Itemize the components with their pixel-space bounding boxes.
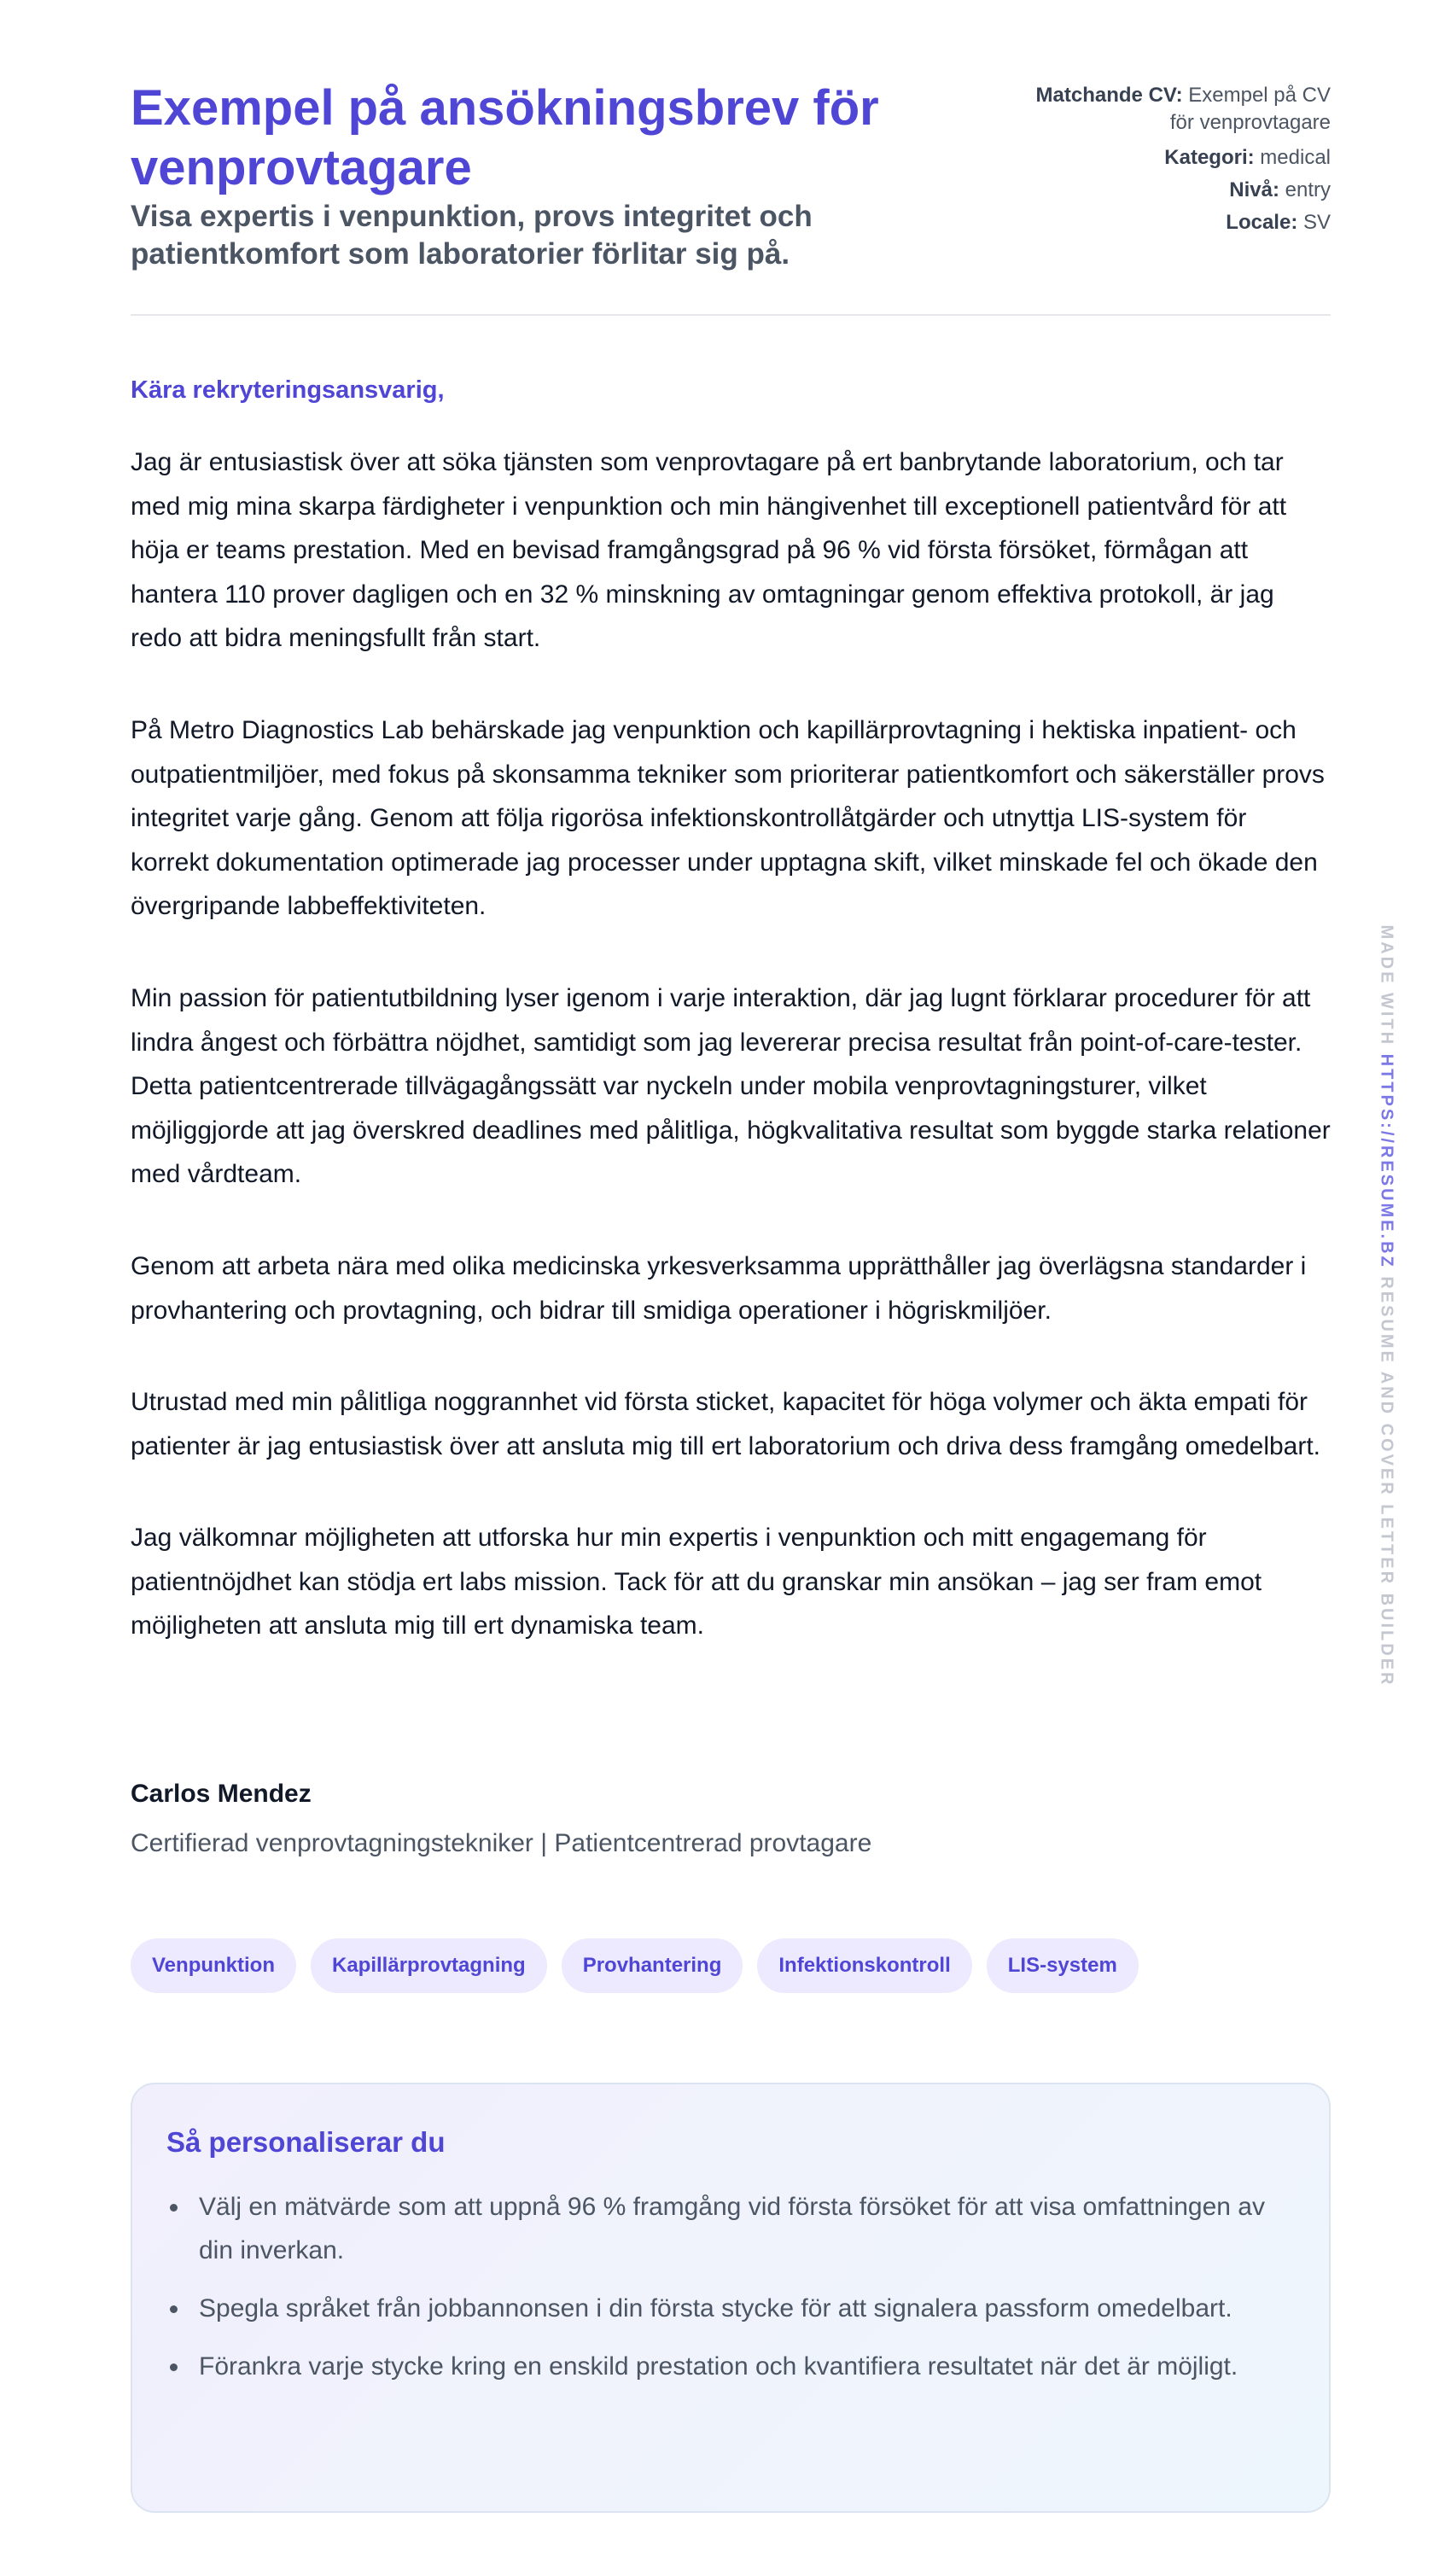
side-credit-link[interactable]: HTTPS://RESUME.BZ [1377,1053,1396,1269]
tips-list [166,2185,1295,2388]
meta-category-value: medical [1260,146,1331,169]
meta-category-label: Kategori: [1164,146,1255,169]
skill-tag: Provhantering [562,1938,743,1993]
page-header [131,0,1331,316]
page-subtitle: Visa expertis i venpunktion, provs integritet och patientkomfort som laboratorier förlitar sig på. [131,200,813,271]
letter-paragraph: Genom att arbeta nära med olika medicinska yrkesverksamma upprätthåller jag överlägsna standarder i provhantering och provtagning, och bidrar till smidiga operationer i högriskmiljöer. [131,1251,1307,1325]
meta-info [1006,82,1331,239]
tips-title: Så personaliserar du [166,2126,446,2158]
skill-tag: Infektionskontroll [757,1938,971,1993]
meta-matching-cv-link[interactable]: Exempel på CV för venprovtagare [1169,84,1331,134]
side-credit [1377,925,1396,1687]
side-credit-prefix: MADE WITH [1377,924,1396,1047]
personalization-tips-box [131,2083,1331,2513]
tip-item: Spegla språket från jobbannonsen i din första stycke för att signalera passform omedelbart. [199,2287,1295,2330]
meta-locale-value: SV [1302,211,1331,234]
skill-tag: Kapillärprovtagning [311,1938,547,1993]
meta-level [1006,174,1331,207]
meta-locale [1006,207,1331,239]
signature-block [131,1777,871,1861]
meta-locale-label: Locale: [1226,211,1298,234]
letter-greeting: Kära rekryteringsansvarig, [131,376,445,404]
skill-tag: Venpunktion [131,1938,296,1993]
tip-item: Förankra varje stycke kring en enskild prestation och kvantifiera resultatet när det är möjligt. [199,2345,1295,2388]
letter-paragraph: Utrustad med min pålitliga noggrannhet vid första sticket, kapacitet för höga volymer och äkta empati för patienter är jag entusiastisk över att ansluta mig till ert laboratorium och driva dess framgång omedelbart. [131,1388,1321,1460]
letter-paragraph: Min passion för patientutbildning lyser igenom i varje interaktion, där jag lugnt förklarar procedurer för att lindra ångest och förbättra nöjdhet, samtidigt som jag levererar precisa resultat från point-of-care-tester. Detta patientcentrerade tillvägagångssätt var nyckeln under mobila venprovtagningsturer, vilket möjliggjorde att jag överskred deadlines med pålitliga, högkvalitativa resultat som byggde starka relationer med vårdteam. [131,983,1331,1189]
page-title: Exempel på ansökningsbrev för venprovtagare [131,80,879,195]
meta-level-value: entry [1285,178,1331,201]
letter-body [131,440,1331,1696]
signature-name: Carlos Mendez [131,1780,312,1808]
meta-matching-cv [1006,82,1331,137]
letter-paragraph: Jag är entusiastisk över att söka tjänsten som venprovtagare på ert banbrytande laboratorium, och tar med mig mina skarpa färdigheter i venpunktion och min hängivenhet till exceptionell patientvård för att höja er teams prestation. Med en bevisad framgångsgrad på 96 % vid första försöket, förmågan att hantera 110 prover dagligen och en 32 % minskning av omtagningar genom effektiva protokoll, är jag redo att bidra meningsfullt från start. [131,448,1287,653]
tip-item: Välj en mätvärde som att uppnå 96 % framgång vid första försöket för att visa omfattningen av din inverkan. [199,2185,1295,2272]
letter-paragraph: Jag välkomnar möjligheten att utforska hur min expertis i venpunktion och mitt engagemang för patientnöjdhet kan stödja ert labs mission. Tack för att du granskar min ansökan – jag ser fram emot möjligheten att ansluta mig till ert dynamiska team. [131,1524,1262,1641]
signature-title: Certifierad venprovtagningstekniker | Patientcentrerad provtagare [131,1829,872,1857]
meta-category [1006,142,1331,174]
meta-level-label: Nivå: [1229,178,1279,201]
side-credit-suffix: RESUME AND COVER LETTER BUILDER [1377,1276,1396,1687]
letter-paragraph: På Metro Diagnostics Lab behärskade jag venpunktion och kapillärprovtagning i hektiska inpatient- och outpatientmiljöer, med fokus på skonsamma tekniker som prioriterar patientkomfort och säkerställer provs integritet varje gång. Genom att följa rigorösa infektionskontrollåtgärder och utnyttja LIS-system för korrekt dokumentation optimerade jag processer under upptagna skift, vilket minskade fel och ökade den övergripande labbeffektiviteten. [131,715,1325,921]
skill-tags [131,1938,1139,1993]
cover-letter-page [131,0,1331,2381]
skill-tag: LIS-system [987,1938,1139,1993]
meta-matching-cv-label: Matchande CV: [1035,84,1183,107]
